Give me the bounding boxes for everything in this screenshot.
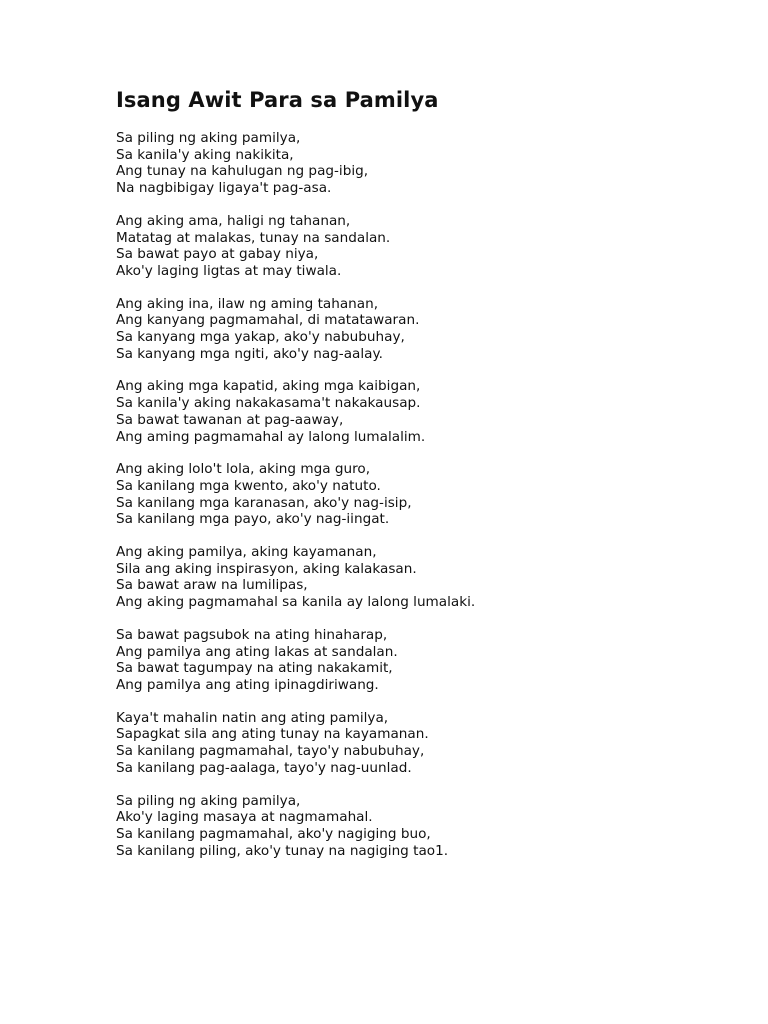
verse-line: Sa bawat araw na lumilipas, xyxy=(116,577,308,594)
stanza-5 xyxy=(116,461,736,528)
verse-line: Sapagkat sila ang ating tunay na kayamanan. xyxy=(116,726,429,743)
verse-line: Ang aking ina, ilaw ng aming tahanan, xyxy=(116,295,379,312)
stanza-7 xyxy=(116,627,736,694)
verse-line: Sa kanila'y aking nakikita, xyxy=(116,146,294,163)
verse-line: Sa piling ng aking pamilya, xyxy=(116,130,301,146)
verse-line: Ako'y laging masaya at nagmamahal. xyxy=(116,809,373,826)
verse-line: Sa kanilang mga karanasan, ako'y nag-isip, xyxy=(116,494,412,511)
verse-line: Sa kanilang pagmamahal, ako'y nagiging buo, xyxy=(116,825,431,842)
verse-line: Sa kanyang mga ngiti, ako'y nag-aalay. xyxy=(116,345,383,362)
document-title: Isang Awit Para sa Pamilya xyxy=(116,88,439,112)
verse-line: Na nagbibigay ligaya't pag-asa. xyxy=(116,180,332,197)
stanza-9 xyxy=(116,793,736,860)
document-page xyxy=(116,84,736,875)
verse-line: Ang aking pamilya, aking kayamanan, xyxy=(116,544,377,561)
stanza-8 xyxy=(116,710,736,777)
verse-line: Sa kanilang mga payo, ako'y nag-iingat. xyxy=(116,511,390,528)
verse-line: Ang kanyang pagmamahal, di matatawaran. xyxy=(116,312,420,329)
verse-line: Ang tunay na kahulugan ng pag-ibig, xyxy=(116,163,369,180)
stanza-1 xyxy=(116,130,736,197)
verse-line: Ang pamilya ang ating lakas at sandalan. xyxy=(116,643,398,660)
verse-line: Sa bawat tagumpay na ating nakakamit, xyxy=(116,660,393,677)
verse-line: Ang aking lolo't lola, aking mga guro, xyxy=(116,461,371,478)
verse-line: Sa kanilang piling, ako'y tunay na nagiging tao1. xyxy=(116,842,449,859)
verse-line: Ang aking mga kapatid, aking mga kaibigan, xyxy=(116,378,421,395)
stanza-6 xyxy=(116,544,736,611)
verse-line: Sila ang aking inspirasyon, aking kalakasan. xyxy=(116,560,417,577)
stanza-2 xyxy=(116,213,736,280)
verse-line: Kaya't mahalin natin ang ating pamilya, xyxy=(116,709,389,726)
verse-line: Sa piling ng aking pamilya, xyxy=(116,792,301,809)
verse-line: Sa kanilang pagmamahal, tayo'y nabubuhay, xyxy=(116,743,425,760)
verse-line: Sa kanilang mga kwento, ako'y natuto. xyxy=(116,477,381,494)
verse-line: Ang pamilya ang ating ipinagdiriwang. xyxy=(116,676,379,693)
verse-line: Sa kanyang mga yakap, ako'y nabubuhay, xyxy=(116,329,405,346)
verse-line: Ang aking pagmamahal sa kanila ay lalong lumalaki. xyxy=(116,594,476,611)
stanza-3 xyxy=(116,296,736,363)
verse-line: Sa bawat pagsubok na ating hinaharap, xyxy=(116,626,388,643)
verse-line: Sa bawat tawanan at pag-aaway, xyxy=(116,411,344,428)
verse-line: Sa kanilang pag-aalaga, tayo'y nag-uunlad. xyxy=(116,759,412,776)
verse-line: Ang aming pagmamahal ay lalong lumalalim. xyxy=(116,428,426,445)
verse-line: Ang aking ama, haligi ng tahanan, xyxy=(116,212,351,229)
stanza-4 xyxy=(116,378,736,445)
verse-line: Sa kanila'y aking nakakasama't nakakausap. xyxy=(116,395,421,412)
verse-line: Ako'y laging ligtas at may tiwala. xyxy=(116,262,342,279)
verse-line: Sa bawat payo at gabay niya, xyxy=(116,246,319,263)
verse-line: Matatag at malakas, tunay na sandalan. xyxy=(116,229,391,246)
